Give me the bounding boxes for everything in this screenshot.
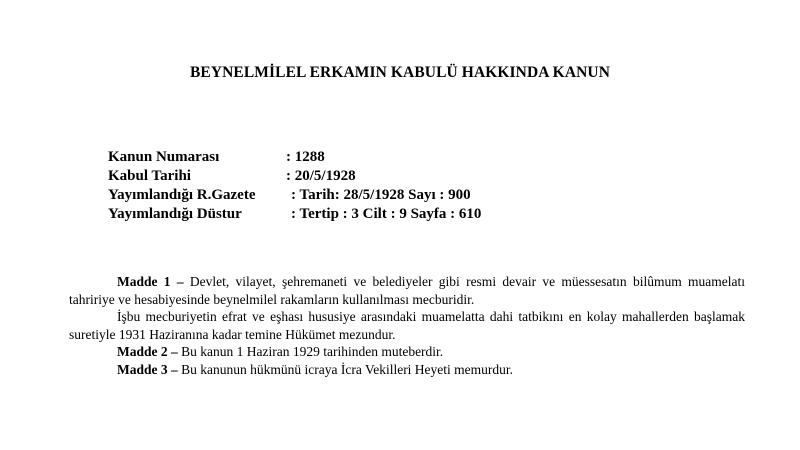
article-2	[69, 343, 745, 361]
law-body	[69, 273, 745, 378]
article-1-text: Devlet, vilayet, şehremaneti ve belediyeler gibi resmi devair ve müessesatın bilûmum muamelatı tahririye ve hesabiyesinde beynelmilel rakamların kullanılması mecburidir.	[69, 274, 745, 307]
meta-value-law-number: : 1288	[286, 149, 325, 165]
article-3	[69, 361, 745, 379]
meta-value-official-gazette: : Tarih: 28/5/1928 Sayı : 900	[291, 187, 471, 203]
article-3-text: Bu kanunun hükmünü icraya İcra Vekilleri Heyeti memurdur.	[177, 361, 514, 377]
article-2-label: Madde 2 –	[117, 344, 178, 359]
meta-label-acceptance-date: Kabul Tarihi	[108, 168, 191, 184]
article-1-paragraph-2: İşbu mecburiyetin efrat ve eşhası hususiye arasındaki muamelatta dahi tatbikını en kolay mahallerden başlamak suretiyle 1931 Haziranına kadar temine Hükümet mezundur.	[69, 309, 745, 342]
article-2-text: Bu kanun 1 Haziran 1929 tarihinden muteberdir.	[177, 344, 444, 359]
meta-label-law-number: Kanun Numarası	[108, 149, 220, 165]
article-3-label: Madde 3 –	[117, 361, 178, 377]
meta-value-acceptance-date: : 20/5/1928	[286, 168, 356, 184]
meta-label-dustur: Yayımlandığı Düstur	[108, 206, 242, 222]
law-title: BEYNELMİLEL ERKAMIN KABULÜ HAKKINDA KANUN	[189, 64, 611, 81]
article-1	[69, 273, 745, 308]
meta-label-official-gazette: Yayımlandığı R.Gazete	[108, 187, 256, 203]
meta-value-dustur: : Tertip : 3 Cilt : 9 Sayfa : 610	[291, 206, 482, 222]
article-1-label: Madde 1 –	[117, 274, 184, 289]
